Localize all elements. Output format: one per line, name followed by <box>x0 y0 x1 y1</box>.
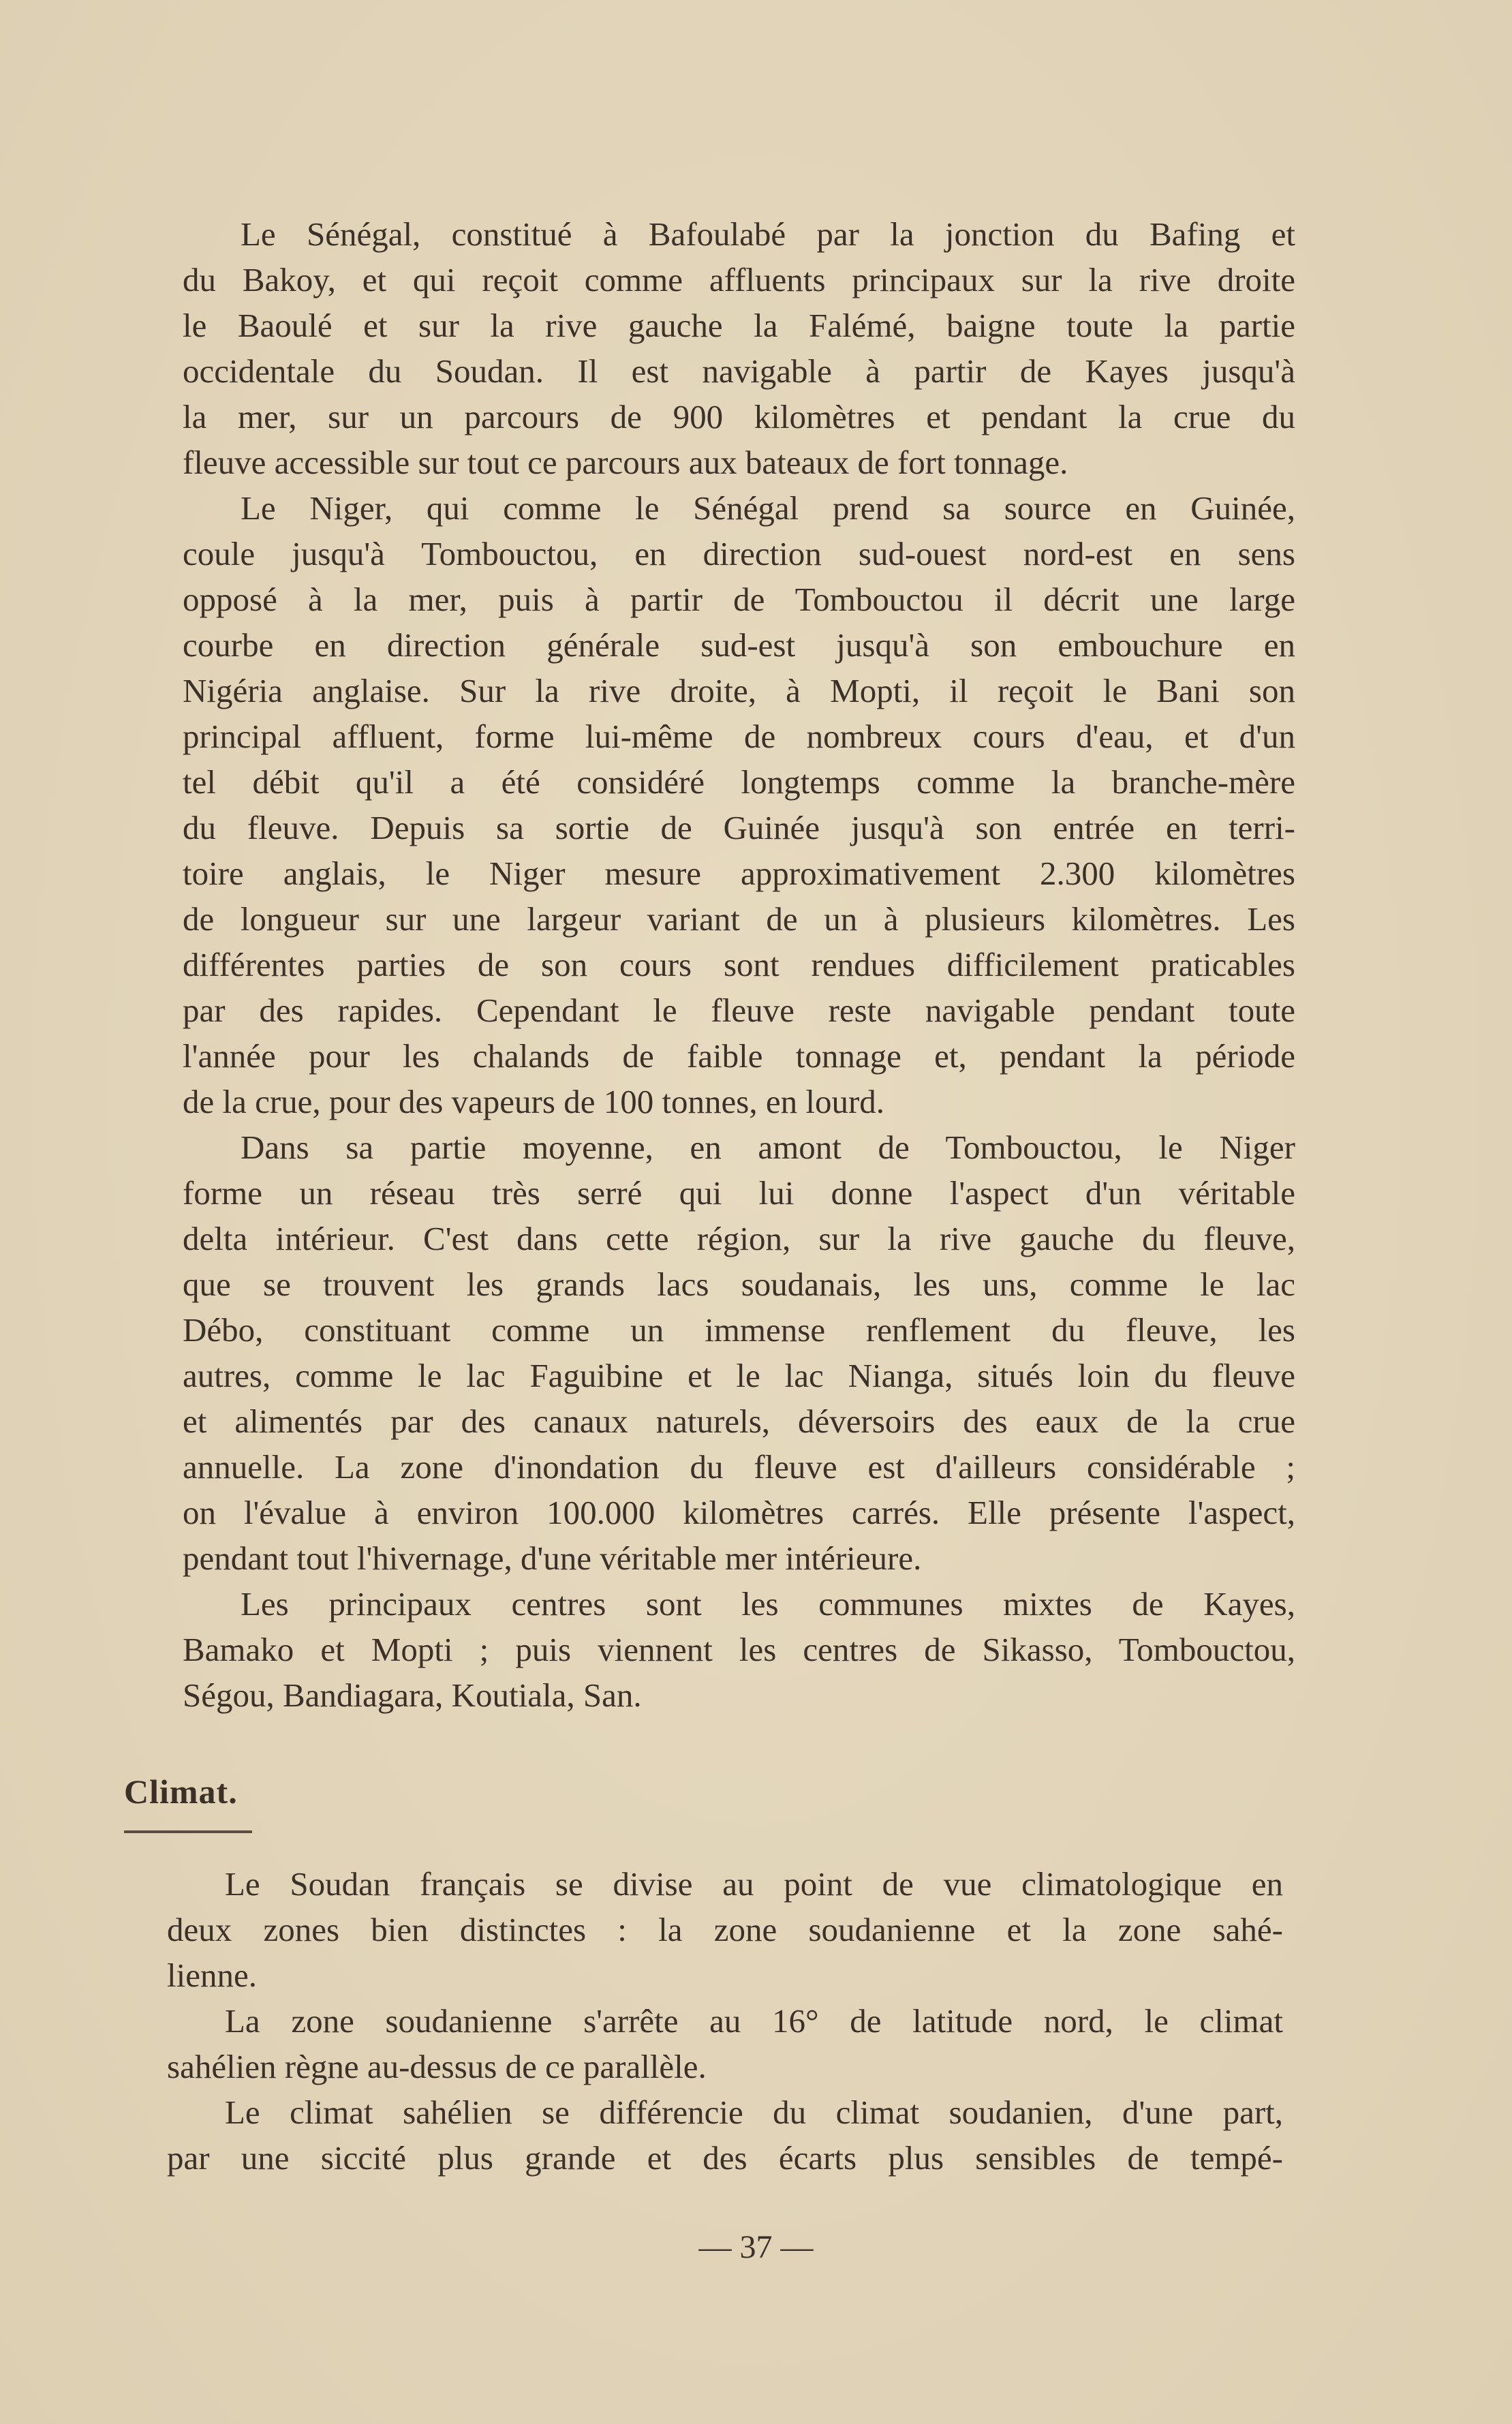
text-line: tel débit qu'il a été considéré longtemps comme la branche-mère <box>183 763 1295 801</box>
page-number: — 37 — <box>698 2229 814 2265</box>
text-line: Bamako et Mopti ; puis viennent les centres de Sikasso, Tombouctou, <box>183 1631 1295 1668</box>
text-line: opposé à la mer, puis à partir de Tombouctou il décrit une large <box>183 581 1295 618</box>
text-line: lienne. <box>167 1957 257 1994</box>
text-line: l'année pour les chalands de faible tonnage et, pendant la période <box>183 1037 1295 1075</box>
text-line: annuelle. La zone d'inondation du fleuve est d'ailleurs considérable ; <box>183 1448 1295 1486</box>
text-line: la mer, sur un parcours de 900 kilomètres et pendant la crue du <box>183 398 1295 435</box>
text-line: pendant tout l'hivernage, d'une véritable mer intérieure. <box>183 1539 922 1577</box>
text-line: sahélien règne au-dessus de ce parallèle. <box>167 2048 707 2085</box>
text-line: Le Sénégal, constitué à Bafoulabé par la jonction du Bafing et <box>241 215 1295 253</box>
text-line: occidentale du Soudan. Il est navigable à partir de Kayes jusqu'à <box>183 352 1295 390</box>
text-line: principal affluent, forme lui-même de nombreux cours d'eau, et d'un <box>183 718 1295 755</box>
text-line: Débo, constituant comme un immense renflement du fleuve, les <box>183 1311 1295 1349</box>
text-line: La zone soudanienne s'arrête au 16° de latitude nord, le climat <box>225 2002 1283 2040</box>
text-line: du fleuve. Depuis sa sortie de Guinée jusqu'à son entrée en terri- <box>183 809 1295 846</box>
text-line: Ségou, Bandiagara, Koutiala, San. <box>183 1676 642 1714</box>
text-line: de longueur sur une largeur variant de un à plusieurs kilomètres. Les <box>183 900 1295 938</box>
climat-text <box>167 1861 1283 2181</box>
text-line: Le Niger, qui comme le Sénégal prend sa source en Guinée, <box>241 489 1295 527</box>
text-line: deux zones bien distinctes : la zone soudanienne et la zone sahé- <box>167 1911 1283 1948</box>
text-line: Le Soudan français se divise au point de vue climatologique en <box>225 1865 1283 1903</box>
text-line: de la crue, pour des vapeurs de 100 tonnes, en lourd. <box>183 1083 885 1120</box>
text-line: et alimentés par des canaux naturels, déversoirs des eaux de la crue <box>183 1402 1295 1440</box>
text-line: autres, comme le lac Faguibine et le lac Nianga, situés loin du fleuve <box>183 1357 1295 1394</box>
text-line: courbe en direction générale sud-est jusqu'à son embouchure en <box>183 626 1295 664</box>
text-line: Dans sa partie moyenne, en amont de Tombouctou, le Niger <box>241 1129 1295 1166</box>
text-line: le Baoulé et sur la rive gauche la Falémé, baigne toute la partie <box>183 307 1295 344</box>
text-line: du Bakoy, et qui reçoit comme affluents principaux sur la rive droite <box>183 261 1295 298</box>
body-text <box>183 211 1295 1718</box>
text-line: que se trouvent les grands lacs soudanais, les uns, comme le lac <box>183 1265 1295 1303</box>
text-line: on l'évalue à environ 100.000 kilomètres carrés. Elle présente l'aspect, <box>183 1494 1295 1531</box>
text-line: Nigéria anglaise. Sur la rive droite, à Mopti, il reçoit le Bani son <box>183 672 1295 709</box>
text-line: forme un réseau très serré qui lui donne l'aspect d'un véritable <box>183 1174 1295 1212</box>
section-heading: Climat. <box>124 1773 238 1811</box>
text-line: Les principaux centres sont les communes mixtes de Kayes, <box>241 1585 1295 1623</box>
text-line: différentes parties de son cours sont rendues difficilement praticables <box>183 946 1295 983</box>
text-line: toire anglais, le Niger mesure approximativement 2.300 kilomètres <box>183 855 1295 892</box>
text-line: fleuve accessible sur tout ce parcours aux bateaux de fort tonnage. <box>183 444 1068 481</box>
heading-underline <box>124 1830 252 1833</box>
text-line: coule jusqu'à Tombouctou, en direction sud-ouest nord-est en sens <box>183 535 1295 572</box>
text-line: Le climat sahélien se différencie du climat soudanien, d'une part, <box>225 2093 1283 2131</box>
text-line: delta intérieur. C'est dans cette région, sur la rive gauche du fleuve, <box>183 1220 1295 1257</box>
text-line: par une siccité plus grande et des écarts plus sensibles de tempé- <box>167 2139 1283 2177</box>
text-line: par des rapides. Cependant le fleuve reste navigable pendant toute <box>183 992 1295 1029</box>
